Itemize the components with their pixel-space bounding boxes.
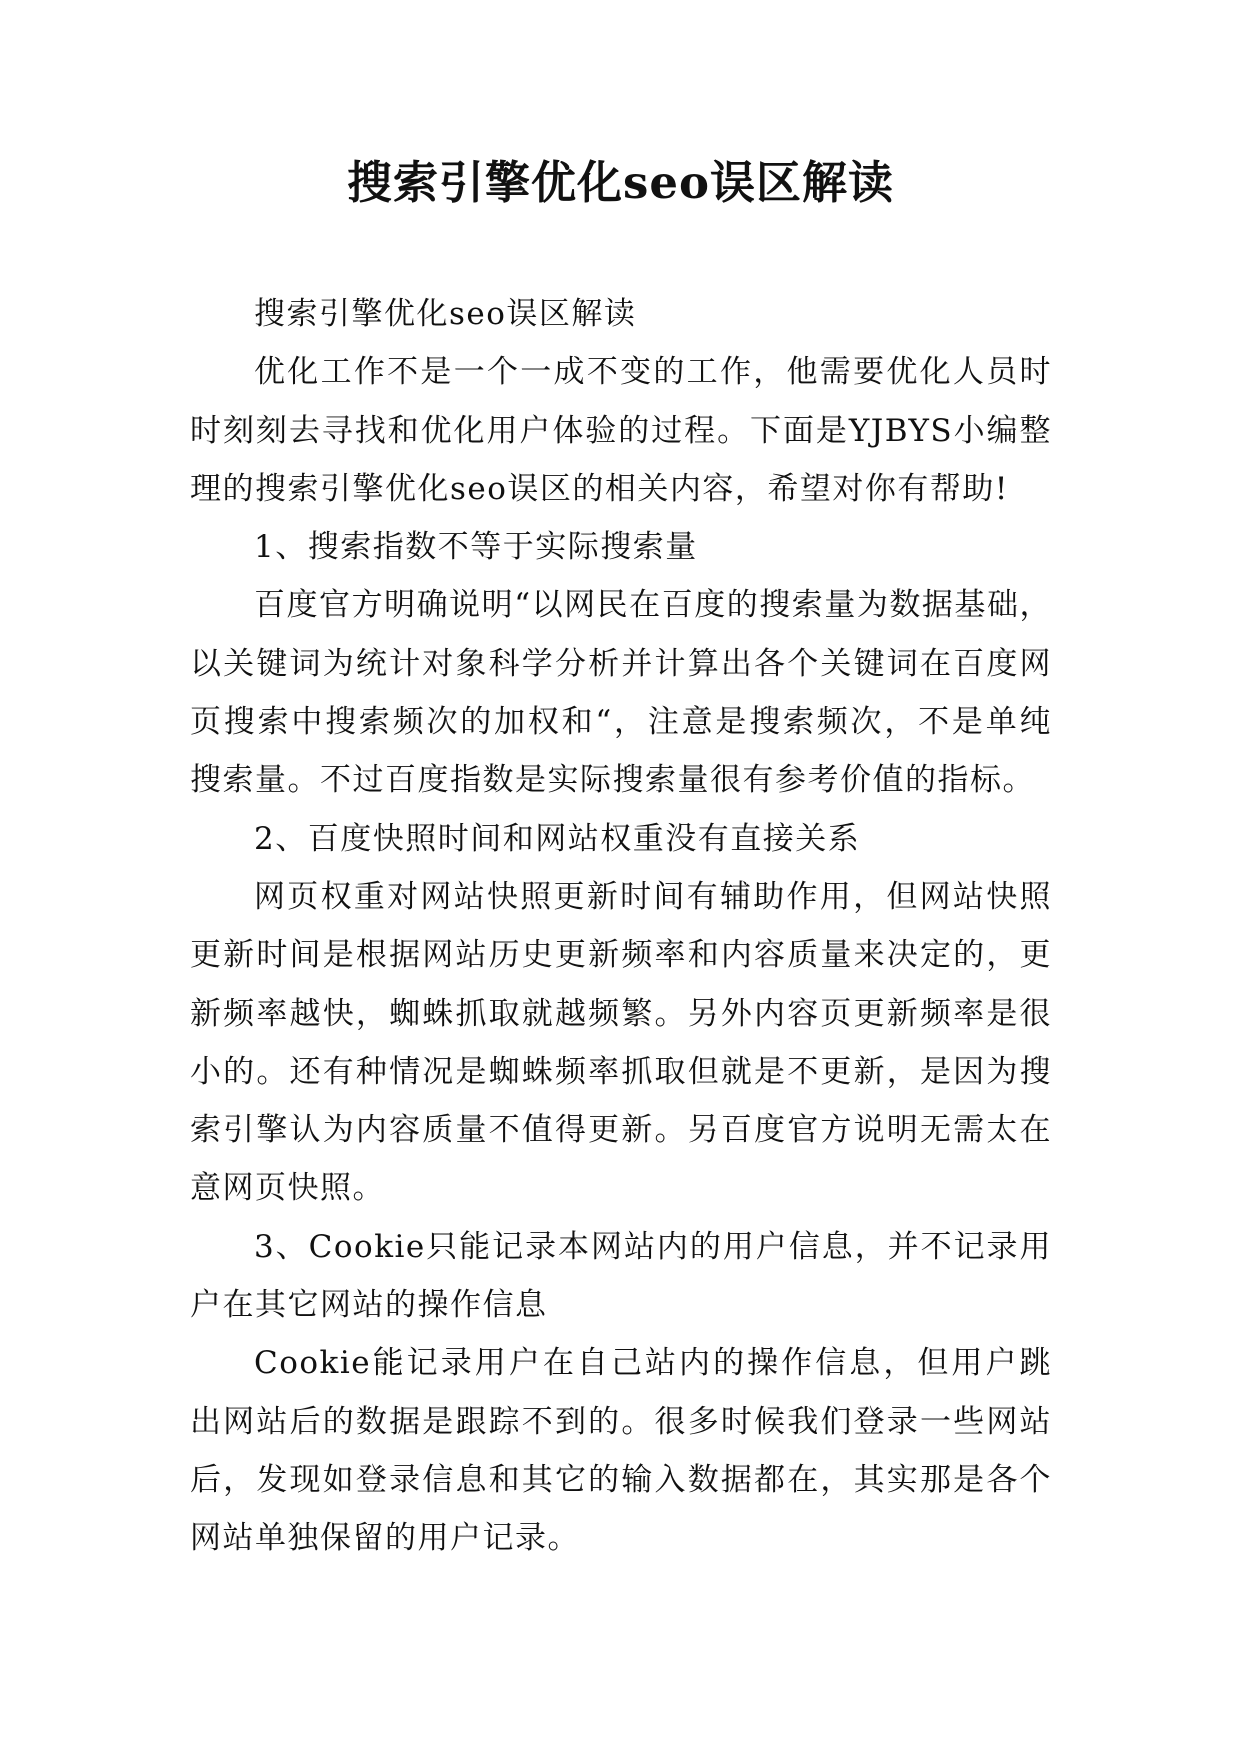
paragraph-section-2: 网页权重对网站快照更新时间有辅助作用，但网站快照更新时间是根据网站历史更新频率和内容质量来决定的，更新频率越快，蜘蛛抓取就越频繁。另外内容页更新频率是很小的。还有种情况是蜘蛛频率抓取但就是不更新，是因为搜索引擎认为内容质量不值得更新。另百度官方说明无需太在意网页快照。 xyxy=(190,878,1052,1207)
paragraph-intro: 优化工作不是一个一成不变的工作，他需要优化人员时时刻刻去寻找和优化用户体验的过程。下面是YJBYS小编整理的搜索引擎优化seo误区的相关内容，希望对你有帮助! xyxy=(190,354,1052,507)
paragraph-subtitle: 搜索引擎优化seo误区解读 xyxy=(254,296,637,332)
document-title: 搜索引擎优化seo误区解读 xyxy=(347,156,894,209)
paragraph-section-3: Cookie能记录用户在自己站内的操作信息，但用户跳出网站后的数据是跟踪不到的。很多时候我们登录一些网站后，发现如登录信息和其它的输入数据都在，其实那是各个网站单独保留的用户记录。 xyxy=(190,1345,1052,1557)
section-heading-3: 3、Cookie只能记录本网站内的用户信息，并不记录用户在其它网站的操作信息 xyxy=(190,1228,1052,1324)
section-heading-2: 2、百度快照时间和网站权重没有直接关系 xyxy=(254,820,861,857)
section-heading-1: 1、搜索指数不等于实际搜索量 xyxy=(254,529,698,566)
document-body xyxy=(190,285,1052,1568)
paragraph-section-1: 百度官方明确说明“以网民在百度的搜索量为数据基础，以关键词为统计对象科学分析并计算出各个关键词在百度网页搜索中搜索频次的加权和“，注意是搜索频次，不是单纯搜索量。不过百度指数是实际搜索量很有参考价值的指标。 xyxy=(190,587,1052,799)
